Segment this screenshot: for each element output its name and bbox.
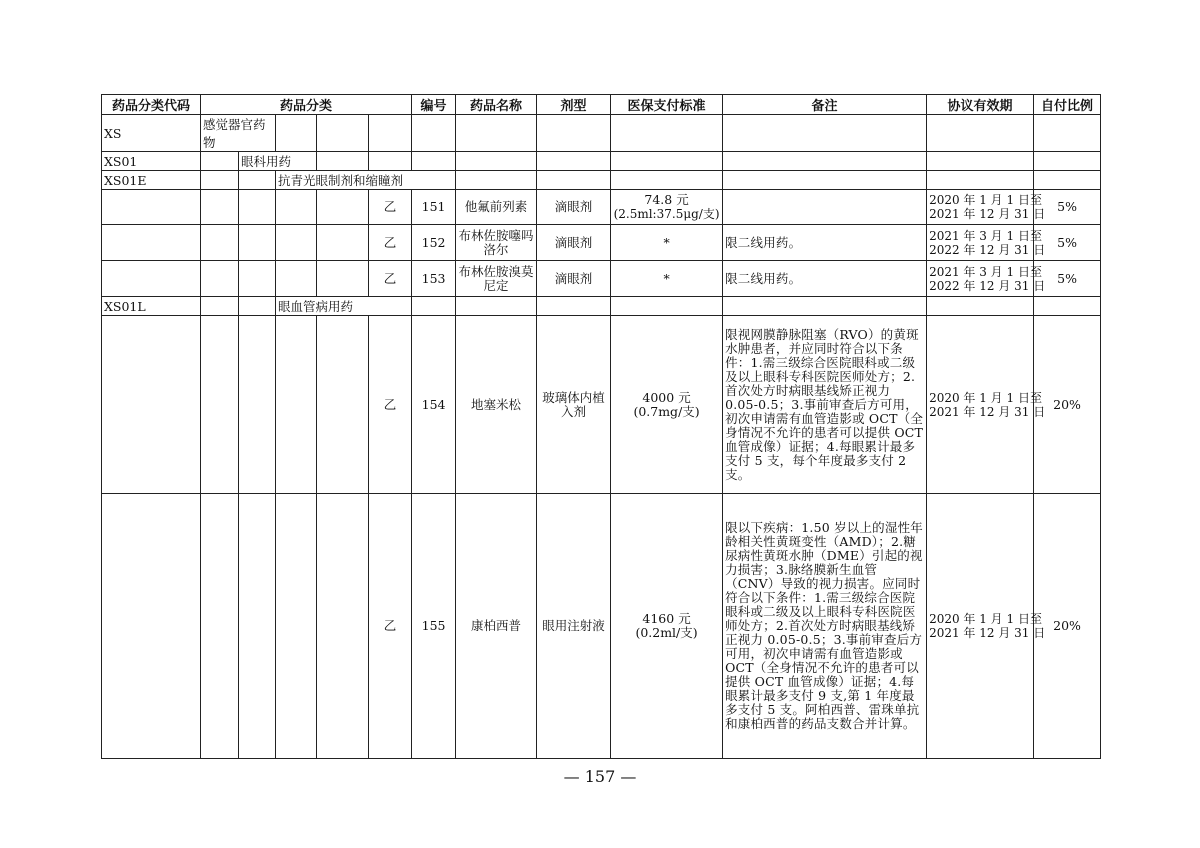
drug-ratio: 5% [1034, 261, 1101, 297]
drug-validity [927, 261, 1046, 297]
category-row [102, 297, 1101, 316]
validity-end: 2022 年 12 月 31 日 [929, 242, 1046, 257]
drug-number: 153 [412, 261, 456, 297]
drug-name: 布林佐胺溴莫尼定 [456, 261, 537, 297]
drug-name: 他氟前列素 [456, 190, 537, 225]
drug-remark: 限二线用药。 [723, 261, 927, 297]
category-code: XS01L [102, 297, 201, 316]
header-category: 药品分类 [201, 95, 412, 115]
table-row [102, 261, 1101, 297]
drug-form: 滴眼剂 [537, 225, 611, 261]
header-validity: 协议有效期 [927, 95, 1034, 115]
validity-end: 2022 年 12 月 31 日 [929, 278, 1046, 293]
table-row [102, 190, 1101, 225]
drug-price [611, 225, 723, 261]
validity-start: 2020 年 1 月 1 日至 [929, 390, 1042, 405]
category-row [102, 152, 1101, 171]
validity-start: 2021 年 3 月 1 日至 [929, 264, 1042, 279]
drug-price [611, 494, 723, 759]
drug-grade: 乙 [369, 190, 412, 225]
header-row [102, 95, 1101, 115]
category-label: 眼血管病用药 [276, 297, 412, 316]
header-form: 剂型 [537, 95, 611, 115]
drug-remark: 限视网膜静脉阻塞（RVO）的黄斑水肿患者，并应同时符合以下条件：1.需三级综合医院眼科或二级及以上眼科专科医院医师处方；2.首次处方时病眼基线矫正视力 0.05-0.5；3.事前审查后方可用，初次申请需有血管造影或 OCT（全身情况不允许的患者可以提供 OCT 血管成像）证据；4.每眼累计最多支付 5 支，每个年度最多支付 2 支。 [723, 316, 927, 494]
drug-form: 眼用注射液 [537, 494, 611, 759]
table-row [102, 494, 1101, 759]
category-row [102, 115, 1101, 152]
page-number: — 157 — [563, 767, 637, 786]
validity-start: 2020 年 1 月 1 日至 [929, 612, 1042, 626]
drug-grade: 乙 [369, 261, 412, 297]
drug-remark: 限二线用药。 [723, 225, 927, 261]
drug-form: 滴眼剂 [537, 261, 611, 297]
price-amount: * [663, 234, 670, 250]
drug-number: 154 [412, 316, 456, 494]
header-code: 药品分类代码 [102, 95, 201, 115]
price-amount: 4160 元 [642, 611, 691, 626]
validity-end: 2021 年 12 月 31 日 [929, 404, 1046, 419]
header-name: 药品名称 [456, 95, 537, 115]
drug-grade: 乙 [369, 225, 412, 261]
drug-number: 155 [412, 494, 456, 759]
price-amount: 74.8 元 [644, 192, 689, 207]
drug-validity [927, 190, 1046, 225]
drug-ratio: 20% [1034, 316, 1101, 494]
category-label: 抗青光眼制剂和缩瞳剂 [276, 171, 456, 190]
drug-ratio: 20% [1034, 494, 1101, 759]
header-number: 编号 [412, 95, 456, 115]
drug-name: 地塞米松 [456, 316, 537, 494]
drug-form: 滴眼剂 [537, 190, 611, 225]
drug-name: 布林佐胺噻吗洛尔 [456, 225, 537, 261]
drug-grade: 乙 [369, 316, 412, 494]
drug-number: 151 [412, 190, 456, 225]
drug-catalog-table [101, 94, 1101, 759]
category-label: 眼科用药 [239, 152, 317, 171]
category-code: XS [102, 115, 201, 152]
header-remark: 备注 [723, 95, 927, 115]
validity-end: 2021 年 12 月 31 日 [929, 626, 1046, 640]
category-code: XS01E [102, 171, 201, 190]
drug-validity [927, 225, 1046, 261]
header-price: 医保支付标准 [611, 95, 723, 115]
price-spec: (2.5ml:37.5μg/支) [613, 207, 720, 221]
drug-ratio: 5% [1034, 225, 1101, 261]
header-ratio: 自付比例 [1034, 95, 1101, 115]
drug-price [611, 261, 723, 297]
price-spec: (0.2ml/支) [635, 625, 698, 640]
price-spec: (0.7mg/支) [633, 403, 700, 419]
drug-validity [927, 316, 1046, 494]
price-amount: * [663, 270, 670, 286]
drug-validity [927, 494, 1046, 759]
validity-start: 2020 年 1 月 1 日至 [929, 193, 1042, 207]
drug-number: 152 [412, 225, 456, 261]
drug-remark [723, 190, 927, 225]
drug-price [611, 190, 723, 225]
category-label: 感觉器官药物 [201, 115, 276, 152]
drug-name: 康柏西普 [456, 494, 537, 759]
table-row [102, 225, 1101, 261]
validity-end: 2021 年 12 月 31 日 [929, 207, 1046, 221]
table-row [102, 316, 1101, 494]
drug-form: 玻璃体内植入剂 [537, 316, 611, 494]
price-amount: 4000 元 [642, 389, 691, 405]
drug-price [611, 316, 723, 494]
validity-start: 2021 年 3 月 1 日至 [929, 228, 1042, 243]
drug-ratio: 5% [1034, 190, 1101, 225]
category-row [102, 171, 1101, 190]
drug-grade: 乙 [369, 494, 412, 759]
category-code: XS01 [102, 152, 201, 171]
drug-remark: 限以下疾病：1.50 岁以上的湿性年龄相关性黄斑变性（AMD）；2.糖尿病性黄斑水肿（DME）引起的视力损害；3.脉络膜新生血管（CNV）导致的视力损害。应同时符合以下条件：1.需三级综合医院眼科或二级及以上眼科专科医院医师处方；2.首次处方时病眼基线矫正视力 0.05-0.5；3.事前审查后方可用，初次申请需有血管造影或 OCT（全身情况不允许的患者可以提供 OCT 血管成像）证据；4.每眼累计最多支付 9 支,第 1 年度最多支付 5 支。阿柏西普、雷珠单抗和康柏西普的药品支数合并计算。 [723, 494, 927, 759]
